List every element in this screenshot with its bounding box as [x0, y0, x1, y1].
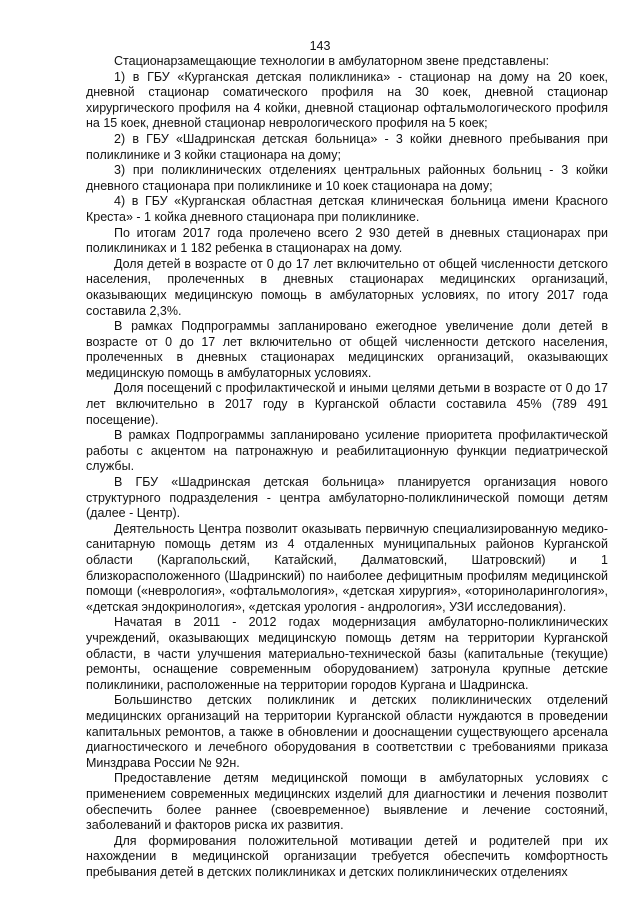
paragraph-visits-share: Доля посещений с профилактической и иными целями детьми в возрасте от 0 до 17 лет включительно в 2017 году в Курганской области составила 45% (789 491 посещение).	[86, 381, 608, 427]
paragraph-share-children: Доля детей в возрасте от 0 до 17 лет включительно от общей численности детского населения, пролеченных в дневных стационарах медицинских организаций, оказывающих медицинскую помощь в амбулаторных условиях, по итогу 2017 года составила 2,3%.	[86, 256, 608, 318]
paragraph-item-1: 1) в ГБУ «Курганская детская поликлиника» - стационар на дому на 20 коек, дневной стационар соматического профиля на 30 коек, дневной стационар хирургического профиля на 4 койки, дневной стационар офтальмологического профиля на 15 коек, дневной стационар неврологического профиля на 5 коек;	[86, 69, 608, 131]
paragraph-2017-results: По итогам 2017 года пролечено всего 2 930 детей в дневных стационарах при поликлиниках и 1 182 ребенка в стационарах на дому.	[86, 225, 608, 256]
paragraph-item-2: 2) в ГБУ «Шадринская детская больница» - 3 койки дневного пребывания при поликлинике и 3 койки стационара на дому;	[86, 131, 608, 162]
page-number: 143	[309, 39, 331, 53]
paragraph-center-activity: Деятельность Центра позволит оказывать первичную специализированную медико-санитарную помощь детям из 4 отдаленных муниципальных районов Курганской области (Каргапольский, Катайский, Далматовский, Шатровский) и 1 близкорасположенного (Шадринский) по наиболее дефицитным профилям медицинской помощи («неврология», «офтальмология», «детская хирургия», «оториноларингология», «детская эндокринология», «детская урология - андрология», УЗИ исследования).	[86, 521, 608, 614]
paragraph-intro: Стационарзамещающие технологии в амбулаторном звене представлены:	[114, 54, 550, 68]
paragraph-new-center: В ГБУ «Шадринская детская больница» планируется организация нового структурного подразделения - центра амбулаторно-поликлинической помощи детям (далее - Центр).	[86, 475, 608, 521]
paragraph-prevention-priority: В рамках Подпрограммы запланировано усиление приоритета профилактической работы с акцентом на патронажную и реабилитационную функции педиатрической службы.	[86, 428, 608, 474]
paragraph-motivation: Для формирования положительной мотивации детей и родителей при их нахождении в медицинской организации требуется обеспечить комфортность пребывания детей в детских поликлиниках и детских поликлинических отделениях	[86, 833, 608, 879]
paragraph-item-3: 3) при поликлинических отделениях центральных районных больниц - 3 койки дневного стационара при поликлинике и 10 коек стационара на дому;	[86, 163, 608, 193]
paragraph-subprogram-increase: В рамках Подпрограммы запланировано ежегодное увеличение доли детей в возрасте от 0 до 17 лет включительно от общей численности детского населения, пролеченных в дневных стационарах медицинских организаций, оказывающих медицинскую помощь в амбулаторных условиях.	[86, 319, 608, 380]
paragraph-modernization: Начатая в 2011 - 2012 годах модернизация амбулаторно-поликлинических учреждений, оказывающих медицинскую помощь детям на территории Курганской области, в части улучшения материально-технической базы (капитальные (текущие) ремонты, оснащение современным оборудованием) затронула крупные детские поликлиники, расположенные на территории городов Кургана и Шадринска.	[86, 615, 608, 692]
paragraph-modern-devices: Предоставление детям медицинской помощи в амбулаторных условиях с применением современных медицинских изделий для диагностики и лечения позволит обеспечить более раннее (своевременное) выявление и лечение состояний, заболеваний и факторов риска их развития.	[86, 771, 608, 833]
paragraph-repairs-needed: Большинство детских поликлиник и детских поликлинических отделений медицинских организаций на территории Курганской области нуждаются в проведении капитальных ремонтов, а также в обновлении и дооснащении существующего арсенала диагностического и лечебного оборудования в соответствии с требованиями приказа Минздрава России № 92н.	[86, 693, 608, 770]
document-body	[86, 54, 608, 880]
paragraph-item-4: 4) в ГБУ «Курганская областная детская клиническая больница имени Красного Креста» - 1 койка дневного стационара при поликлинике.	[86, 194, 608, 224]
